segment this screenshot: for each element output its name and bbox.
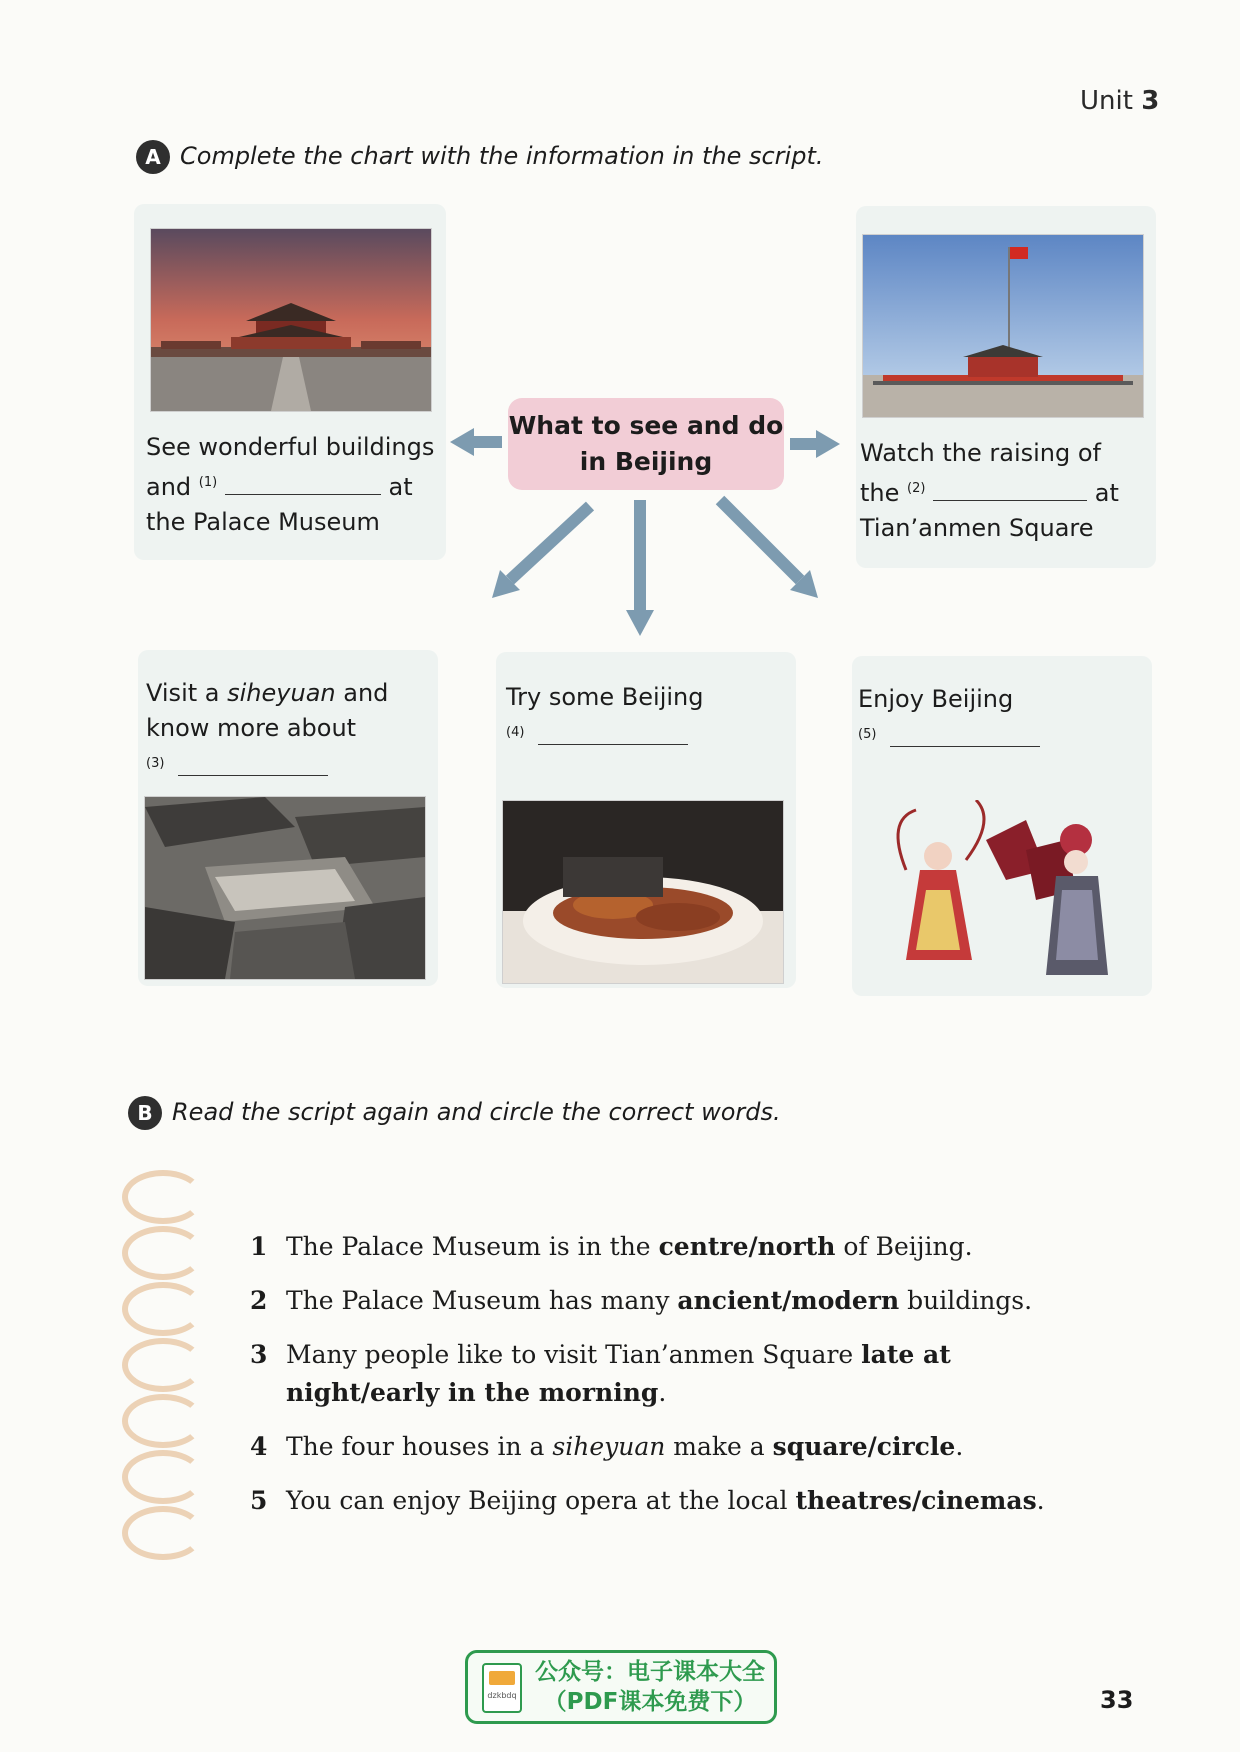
item-text [286, 1282, 1032, 1320]
box5-line-1: Enjoy Beijing [858, 685, 1014, 713]
chart-box-2-text [860, 436, 1160, 546]
unit-number: 3 [1141, 86, 1160, 116]
blank-4[interactable] [538, 720, 688, 745]
list-item [250, 1228, 1110, 1266]
blank-5-marker: (5) [858, 727, 877, 742]
word-choice[interactable]: ancient/modern [677, 1286, 900, 1315]
section-b-heading [128, 1096, 781, 1130]
ring-decoration [122, 1450, 204, 1504]
ring-decoration [122, 1394, 204, 1448]
item-number: 1 [250, 1232, 268, 1261]
blank-1[interactable] [225, 470, 381, 495]
list-item [250, 1336, 1110, 1412]
item-italic: siheyuan [552, 1432, 666, 1461]
item-post: buildings. [907, 1286, 1033, 1315]
section-b-instruction: Read the script again and circle the correct words. [172, 1098, 781, 1126]
item-post: of Beijing. [843, 1232, 973, 1261]
ring-decoration [122, 1338, 204, 1392]
chart-box-5-text [858, 682, 1148, 757]
blank-3[interactable] [178, 751, 328, 776]
logo-text: dzkbdq [487, 1691, 517, 1700]
item-number: 5 [250, 1486, 268, 1515]
item-pre: The four houses in a [286, 1432, 545, 1461]
watermark-line-1: 公众号：电子课本大全 [535, 1659, 765, 1685]
item-text [286, 1336, 1110, 1412]
section-b-badge: B [128, 1096, 162, 1130]
list-item [250, 1282, 1110, 1320]
ring-decoration [122, 1170, 204, 1224]
box1-post: at [388, 473, 413, 501]
word-choice[interactable]: late at night/early in the morning [286, 1340, 951, 1407]
chart-box-4-text [506, 680, 796, 755]
item-number: 3 [250, 1340, 268, 1369]
box4-line-1: Try some Beijing [506, 683, 704, 711]
page-number: 33 [1100, 1686, 1134, 1714]
ring-decoration [122, 1506, 204, 1560]
watermark-line-2: （PDF课本免费下） [543, 1689, 757, 1715]
center-line-1: What to see and do [508, 411, 784, 440]
blank-1-marker: (1) [198, 475, 218, 490]
section-a-instruction: Complete the chart with the information in the script. [180, 142, 824, 170]
unit-word: Unit [1080, 86, 1133, 116]
item-pre: The Palace Museum has many [286, 1286, 670, 1315]
box3-line-1 [146, 676, 436, 711]
ring-decoration [122, 1226, 204, 1280]
blank-2[interactable] [933, 476, 1087, 501]
box3-italic: siheyuan [227, 679, 336, 707]
item-post: . [1036, 1486, 1045, 1515]
item-pre: The Palace Museum is in the [286, 1232, 651, 1261]
list-item [250, 1428, 1110, 1466]
word-choice[interactable]: theatres/cinemas [795, 1486, 1037, 1515]
item-pre: Many people like to visit Tian’anmen Square [286, 1340, 854, 1369]
item-text [286, 1228, 973, 1266]
word-choice[interactable]: square/circle [772, 1432, 956, 1461]
box1-line-1: See wonderful buildings [146, 433, 435, 461]
box5-line-2 [858, 717, 1148, 757]
item-post: . [658, 1378, 667, 1407]
item-number: 4 [250, 1432, 268, 1461]
item-number: 2 [250, 1286, 268, 1315]
blank-4-marker: (4) [506, 725, 525, 740]
item-pre: You can enjoy Beijing opera at the local [286, 1486, 788, 1515]
box2-post: at [1094, 479, 1119, 507]
box3-line-2: know more about [146, 714, 357, 742]
word-choice[interactable]: centre/north [658, 1232, 836, 1261]
book-icon [482, 1663, 522, 1713]
box4-line-2 [506, 715, 796, 755]
box3-pre: Visit a [146, 679, 220, 707]
blank-5[interactable] [890, 722, 1040, 747]
chart-box-1-text [146, 430, 446, 540]
item-text [286, 1482, 1045, 1520]
list-item [250, 1482, 1110, 1520]
chart-center-box [508, 398, 784, 490]
item-mid: make a [673, 1432, 765, 1461]
box1-line-2 [146, 465, 446, 505]
watermark-text [530, 1657, 770, 1717]
box3-line-3 [146, 746, 436, 786]
section-a-badge: A [136, 140, 170, 174]
item-post: . [955, 1432, 964, 1461]
box2-line-3: Tian’anmen Square [860, 514, 1094, 542]
box2-pre: the [860, 479, 900, 507]
watermark-badge [465, 1650, 777, 1724]
box3-post: and [343, 679, 389, 707]
chart-box-3-text [146, 676, 436, 786]
section-b-items [250, 1228, 1110, 1536]
blank-3-marker: (3) [146, 756, 165, 771]
item-text [286, 1428, 963, 1466]
center-line-2: in Beijing [579, 447, 713, 476]
box2-line-2 [860, 471, 1160, 511]
box2-line-1: Watch the raising of [860, 439, 1101, 467]
box1-pre: and [146, 473, 192, 501]
box1-line-3: the Palace Museum [146, 508, 380, 536]
blank-2-marker: (2) [907, 481, 926, 496]
ring-decoration [122, 1282, 204, 1336]
